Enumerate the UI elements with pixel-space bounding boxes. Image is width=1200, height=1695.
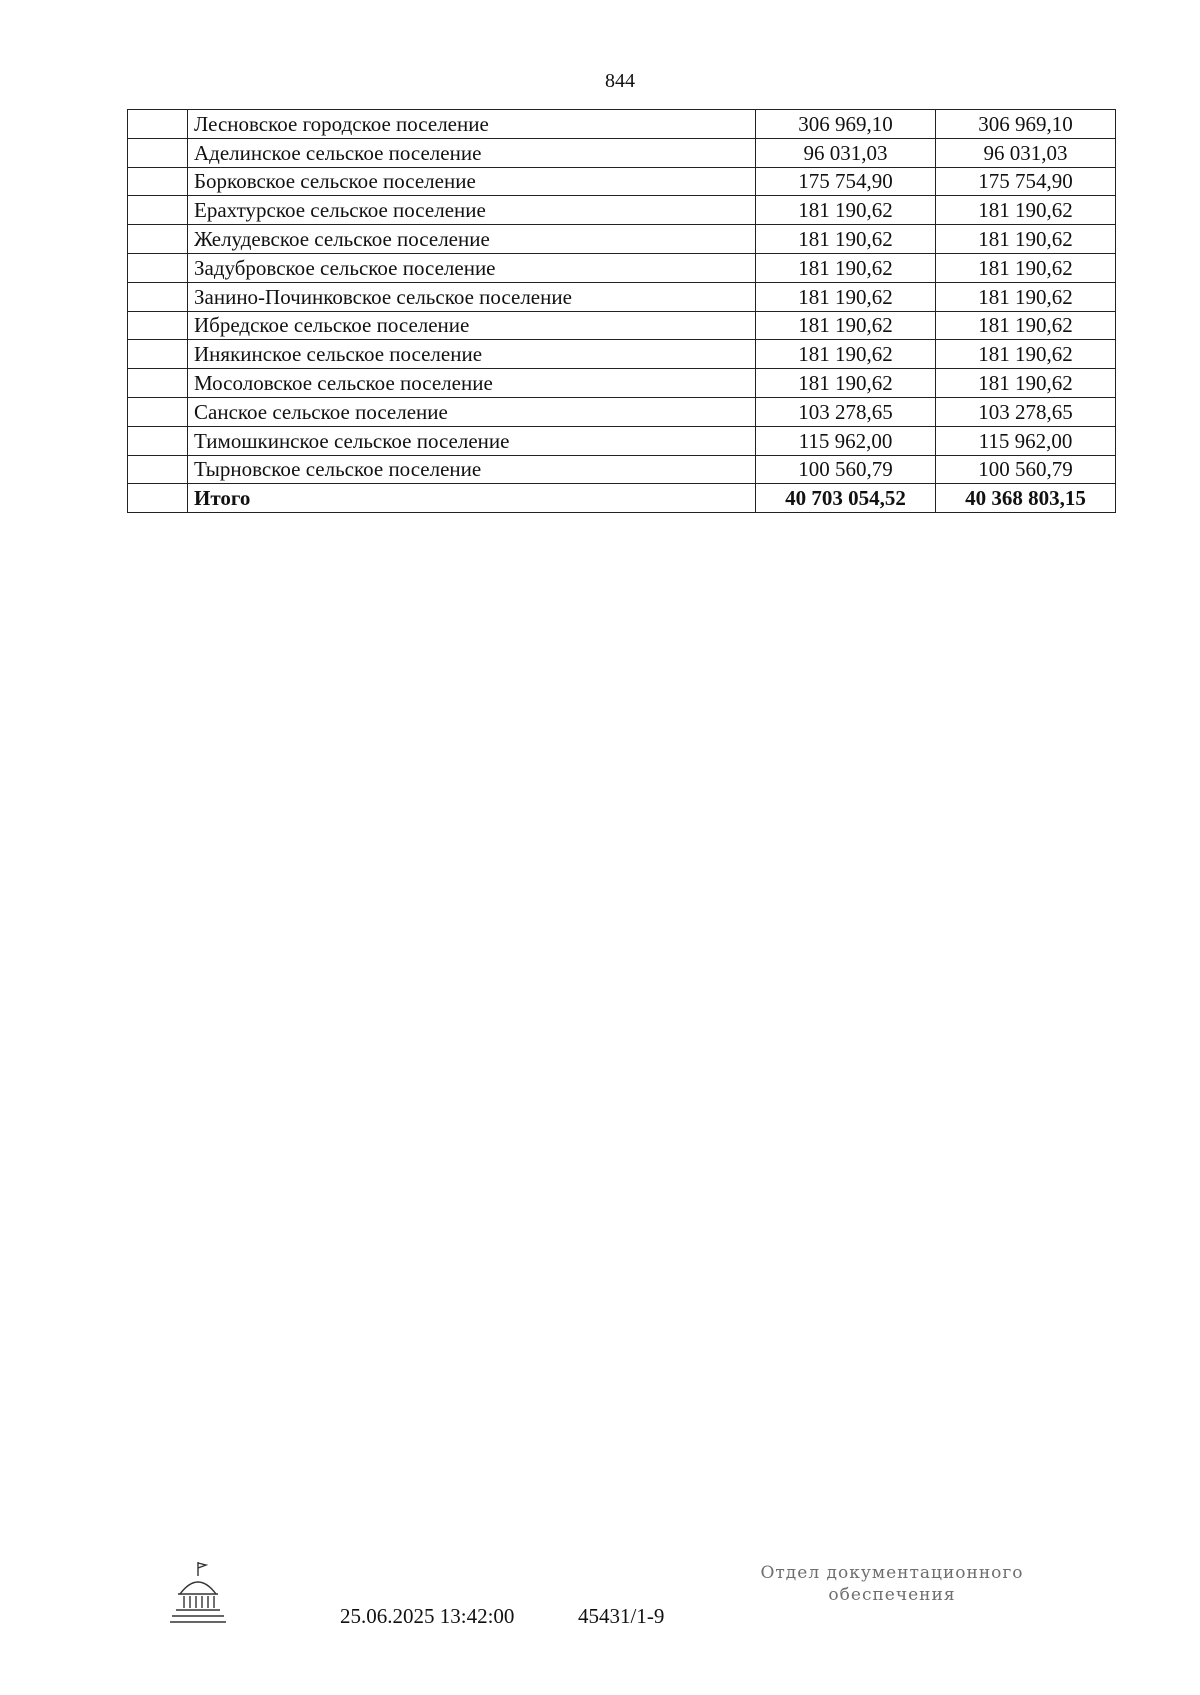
settlement-name: Аделинское сельское поселение: [188, 138, 756, 167]
settlement-name: Тырновское сельское поселение: [188, 455, 756, 484]
row-value-1: 96 031,03: [756, 138, 936, 167]
table-row: [128, 397, 1116, 426]
total-value-2: 40 368 803,15: [936, 484, 1116, 513]
row-value-2: 181 190,62: [936, 311, 1116, 340]
page-number: 844: [605, 70, 635, 92]
table-row: [128, 138, 1116, 167]
table-row: [128, 282, 1116, 311]
row-index-cell: [128, 196, 188, 225]
row-index-cell: [128, 138, 188, 167]
settlement-name: Санское сельское поселение: [188, 397, 756, 426]
row-value-2: 181 190,62: [936, 340, 1116, 369]
row-value-2: 115 962,00: [936, 426, 1116, 455]
table-row-total: [128, 484, 1116, 513]
row-value-2: 181 190,62: [936, 225, 1116, 254]
row-index-cell: [128, 311, 188, 340]
settlement-name: Лесновское городское поселение: [188, 110, 756, 139]
row-value-1: 175 754,90: [756, 167, 936, 196]
total-label: Итого: [188, 484, 756, 513]
row-value-1: 181 190,62: [756, 311, 936, 340]
row-value-1: 100 560,79: [756, 455, 936, 484]
row-value-2: 100 560,79: [936, 455, 1116, 484]
settlement-name: Ерахтурское сельское поселение: [188, 196, 756, 225]
table-row: [128, 455, 1116, 484]
row-index-cell: [128, 167, 188, 196]
table-row: [128, 369, 1116, 398]
row-value-1: 115 962,00: [756, 426, 936, 455]
settlement-name: Инякинское сельское поселение: [188, 340, 756, 369]
row-value-1: 103 278,65: [756, 397, 936, 426]
settlement-name: Тимошкинское сельское поселение: [188, 426, 756, 455]
row-index-cell: [128, 397, 188, 426]
footer-date: 25.06.2025 13:42:00: [340, 1604, 515, 1628]
row-value-2: 181 190,62: [936, 196, 1116, 225]
table-row: [128, 196, 1116, 225]
row-index-cell: [128, 282, 188, 311]
row-index-cell: [128, 426, 188, 455]
row-index-cell: [128, 110, 188, 139]
row-value-2: 181 190,62: [936, 282, 1116, 311]
row-value-1: 306 969,10: [756, 110, 936, 139]
row-value-1: 181 190,62: [756, 253, 936, 282]
row-value-1: 181 190,62: [756, 282, 936, 311]
row-index-cell: [128, 253, 188, 282]
department-stamp: [752, 1562, 1032, 1606]
duma-building-emblem-icon: [168, 1560, 228, 1626]
row-index-cell: [128, 369, 188, 398]
row-value-1: 181 190,62: [756, 225, 936, 254]
settlement-name: Задубровское сельское поселение: [188, 253, 756, 282]
table-row: [128, 311, 1116, 340]
table-row: [128, 340, 1116, 369]
table-row: [128, 225, 1116, 254]
settlement-name: Мосоловское сельское поселение: [188, 369, 756, 398]
table-row: [128, 110, 1116, 139]
row-value-2: 306 969,10: [936, 110, 1116, 139]
row-value-2: 181 190,62: [936, 369, 1116, 398]
row-index-cell: [128, 225, 188, 254]
total-value-1: 40 703 054,52: [756, 484, 936, 513]
row-value-1: 181 190,62: [756, 196, 936, 225]
settlement-name: Желудевское сельское поселение: [188, 225, 756, 254]
budget-table: [127, 109, 1116, 513]
row-index-cell: [128, 340, 188, 369]
row-value-2: 96 031,03: [936, 138, 1116, 167]
row-value-1: 181 190,62: [756, 340, 936, 369]
stamp-line-2: обеспечения: [828, 1585, 956, 1605]
total-index-cell: [128, 484, 188, 513]
stamp-line-1: Отдел документационного: [760, 1563, 1024, 1583]
settlement-name: Борковское сельское поселение: [188, 167, 756, 196]
settlement-name: Ибредское сельское поселение: [188, 311, 756, 340]
footer-document-reference: 45431/1-9: [578, 1604, 665, 1628]
table-row: [128, 167, 1116, 196]
table-row: [128, 253, 1116, 282]
row-value-1: 181 190,62: [756, 369, 936, 398]
budget-table-body: [128, 110, 1116, 513]
table-row: [128, 426, 1116, 455]
settlement-name: Занино-Починковское сельское поселение: [188, 282, 756, 311]
row-value-2: 175 754,90: [936, 167, 1116, 196]
row-value-2: 181 190,62: [936, 253, 1116, 282]
row-value-2: 103 278,65: [936, 397, 1116, 426]
row-index-cell: [128, 455, 188, 484]
